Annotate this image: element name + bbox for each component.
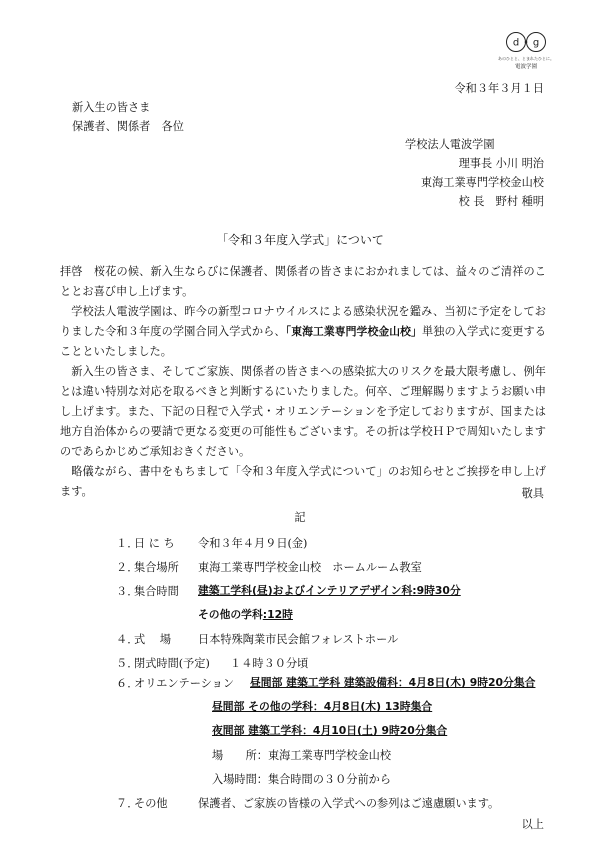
item-number: ２． [116,561,139,574]
closing-ijou: 以上 [521,818,544,831]
sender-line: 理事長 小川 明治 [458,157,544,170]
item-value-other: 保護者、ご家族の皆様の入学式への参列はご遠慮願います。 [198,797,500,810]
item-number: １． [116,537,139,550]
school-name-emphasis: 「東海工業専門学校金山校」 [285,325,422,338]
item-label-date: 日 に ち [134,537,175,550]
item-value-place: 東海工業専門学校金山校 ホームルーム教室 [198,561,422,574]
item-label-end-time: 閉式時間(予定) [134,657,210,670]
dg-logo-mark [498,30,554,54]
letter-body [60,262,546,502]
item-number: ３． [116,585,139,598]
item-label-place: 集合場所 [134,561,179,574]
item-number: ５． [116,657,139,670]
body-paragraph: 新入生の皆さま、そしてご家族、関係者の皆さまへの感染拡大のリスクを最大限考慮し、例年とは違い特別な対応を取るべきと判断するにいたりました。何卒、ご理解賜りますようお願い申し上げます。また、下記の日程で入学式・オリエンテーションを予定しておりますが、国または地方自治体からの要請で更なる変更の可能性もございます。その折は学校ＨＰで周知いたしますのであらかじめご承知おきください。 [60,365,546,458]
orientation-schedule: 昼間部 その他の学科：4月8日(木) 13時集合 [212,700,433,713]
orientation-schedule: 昼間部 建築工学科 建築設備科：4月8日(木) 9時20分集合 [250,676,536,689]
item-label-other: その他 [134,797,168,810]
gather-time-line [198,583,461,598]
item-label-time: 集合時間 [134,585,179,598]
gather-time: :12時 [262,608,293,621]
item-value-date: 令和３年４月９日(金) [198,537,308,550]
body-paragraph: 略儀ながら、書中をもちまして「令和３年度入学式について」のお知らせとご挨拶を申し上げます。 [60,465,546,498]
dept-name: 建築工学科(昼)およびインテリアデザイン科 [198,584,413,597]
orientation-schedule: 夜間部 建築工学科：4月10日(土) 9時20分集合 [212,724,448,737]
svg-text:g: g [532,37,540,49]
logo-tagline: あのひとと、とまれたひとに。 [498,56,554,61]
body-text: 単独の入学式に変更することといたしました。 [60,325,546,358]
item-value-venue: 日本特殊陶業市民会館フォレストホール [198,633,399,646]
item-number: ６． [116,677,139,690]
item-label-orientation: オリエンテーション [134,677,235,690]
recipient-line: 新入生の皆さま [72,101,151,114]
organization-logo [496,30,556,70]
document-title: 「令和３年度入学式」について [216,233,384,247]
sender-line: 東海工業専門学校金山校 [420,176,544,189]
gather-time-line [198,607,293,622]
issue-date: 令和３年３月１日 [454,82,544,95]
closing-keigu: 敬具 [521,487,544,500]
recipient-line: 保護者、関係者 各位 [72,120,184,133]
ki-heading: 記 [294,511,306,524]
item-number: ７． [116,797,139,810]
logo-org-name: 電波学園 [514,64,537,70]
item-value-end-time: １４時３０分頃 [230,657,309,670]
item-number: ４． [116,633,139,646]
gather-time: :9時30分 [412,584,461,597]
svg-text:d: d [512,37,520,49]
dept-name: その他の学科 [198,608,263,621]
sender-line: 学校法人電波学園 [405,138,495,151]
body-text: 学校法人電波学園は、昨今の新型コロナウイルスによる感染状況を鑑み、当初に予定をしておりました令和３年度の学園合同入学式から、 [60,305,546,338]
greeting-paragraph: 拝啓 桜花の候、新入生ならびに保護者、関係者の皆さまにおかれましては、益々のご清祥のこととお喜び申し上げます。 [60,265,546,298]
orientation-place: 場 所：東海工業専門学校金山校 [212,749,392,762]
body-paragraph [60,302,546,362]
sender-line: 校 長 野村 種明 [458,195,544,208]
item-label-venue: 式 場 [134,633,172,646]
orientation-entry-time: 入場時間：集合時間の３０分前から [212,773,392,786]
